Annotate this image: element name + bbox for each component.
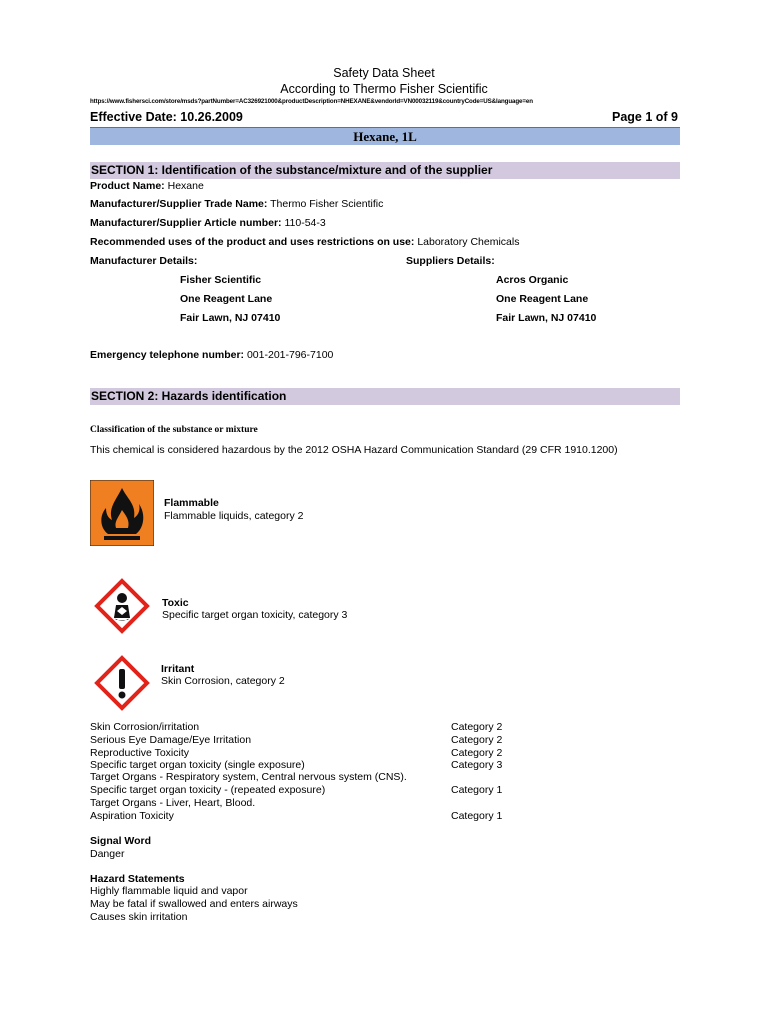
emergency-value: 001-201-796-7100 (244, 349, 334, 361)
pictogram-flammable-label: Flammable (164, 497, 219, 509)
supplier-street: One Reagent Lane (496, 293, 589, 305)
document-title: Safety Data Sheet (333, 66, 435, 80)
class-row-name: Aspiration Toxicity (90, 810, 174, 822)
class-row-category: Category 2 (451, 747, 503, 759)
product-name-row (90, 180, 204, 192)
class-row-category: Category 2 (451, 734, 503, 746)
class-row-name: Serious Eye Damage/Eye Irritation (90, 734, 252, 746)
signal-word-label: Signal Word (90, 835, 152, 847)
trade-name-row (90, 198, 383, 210)
classification-text: This chemical is considered hazardous by the 2012 OSHA Hazard Communication Standard (29 CFR 1910.1200) (90, 444, 618, 456)
class-row-category: Category 3 (451, 759, 503, 771)
recommended-uses-row (90, 236, 519, 248)
hazard-statement: Causes skin irritation (90, 911, 188, 923)
emergency-label: Emergency telephone number: (90, 349, 245, 361)
emergency-row (90, 349, 333, 361)
class-row-category: Category 1 (451, 784, 503, 796)
hazard-statement: Highly flammable liquid and vapor (90, 885, 248, 897)
pictogram-irritant-label: Irritant (161, 663, 195, 675)
manufacturer-name: Fisher Scientific (180, 274, 262, 286)
supplier-details-label: Suppliers Details: (406, 255, 495, 267)
section-1-bar (90, 162, 680, 179)
manufacturer-details-label: Manufacturer Details: (90, 255, 198, 267)
trade-name-value: Thermo Fisher Scientific (267, 198, 384, 210)
health-hazard-icon (94, 578, 150, 634)
article-number-value: 110-54-3 (281, 217, 326, 229)
effective-date: Effective Date: 10.26.2009 (90, 110, 243, 124)
article-number-label: Manufacturer/Supplier Article number: (90, 217, 282, 229)
class-row-name: Target Organs - Liver, Heart, Blood. (90, 797, 256, 809)
hazard-statements-label: Hazard Statements (90, 873, 185, 885)
recommended-uses-value: Laboratory Chemicals (414, 236, 520, 248)
exclamation-icon (94, 655, 150, 711)
class-row-name: Specific target organ toxicity (single exposure) (90, 759, 305, 771)
section-2-bar (90, 388, 680, 405)
product-bar (90, 127, 680, 145)
supplier-name: Acros Organic (496, 274, 569, 286)
trade-name-label: Manufacturer/Supplier Trade Name: (90, 198, 268, 210)
class-row-category: Category 1 (451, 810, 503, 822)
signal-word-value: Danger (90, 848, 125, 860)
flame-icon (90, 480, 154, 546)
page-number: Page 1 of 9 (612, 110, 678, 124)
class-row-name: Reproductive Toxicity (90, 747, 190, 759)
class-row-category: Category 2 (451, 721, 503, 733)
class-row-name: Skin Corrosion/irritation (90, 721, 200, 733)
section-1-heading: SECTION 1: Identification of the substance/mixture and of the supplier (91, 163, 493, 177)
pictogram-toxic-desc: Specific target organ toxicity, category 3 (162, 609, 348, 621)
document-subtitle: According to Thermo Fisher Scientific (280, 82, 488, 96)
pictogram-toxic-label: Toxic (162, 597, 189, 609)
classification-heading: Classification of the substance or mixture (90, 425, 258, 435)
product-bar-title: Hexane, 1L (353, 129, 417, 144)
source-url: https://www.fishersci.com/store/msds?partNumber=AC326921000&productDescription=NHEXANE&vendorId=VN00032119&countryCode=US&language=en (90, 98, 533, 105)
product-name-label: Product Name: (90, 180, 165, 192)
product-name-value: Hexane (164, 180, 204, 192)
article-number-row (90, 217, 326, 229)
manufacturer-street: One Reagent Lane (180, 293, 273, 305)
manufacturer-city: Fair Lawn, NJ 07410 (180, 312, 281, 324)
class-row-name: Specific target organ toxicity - (repeated exposure) (90, 784, 326, 796)
section-2-heading: SECTION 2: Hazards identification (91, 389, 287, 403)
supplier-city: Fair Lawn, NJ 07410 (496, 312, 597, 324)
recommended-uses-label: Recommended uses of the product and uses restrictions on use: (90, 236, 415, 248)
class-row-name: Target Organs - Respiratory system, Central nervous system (CNS). (90, 771, 407, 783)
pictogram-irritant-desc: Skin Corrosion, category 2 (161, 675, 285, 687)
pictogram-flammable-desc: Flammable liquids, category 2 (164, 510, 304, 522)
hazard-statement: May be fatal if swallowed and enters airways (90, 898, 298, 910)
